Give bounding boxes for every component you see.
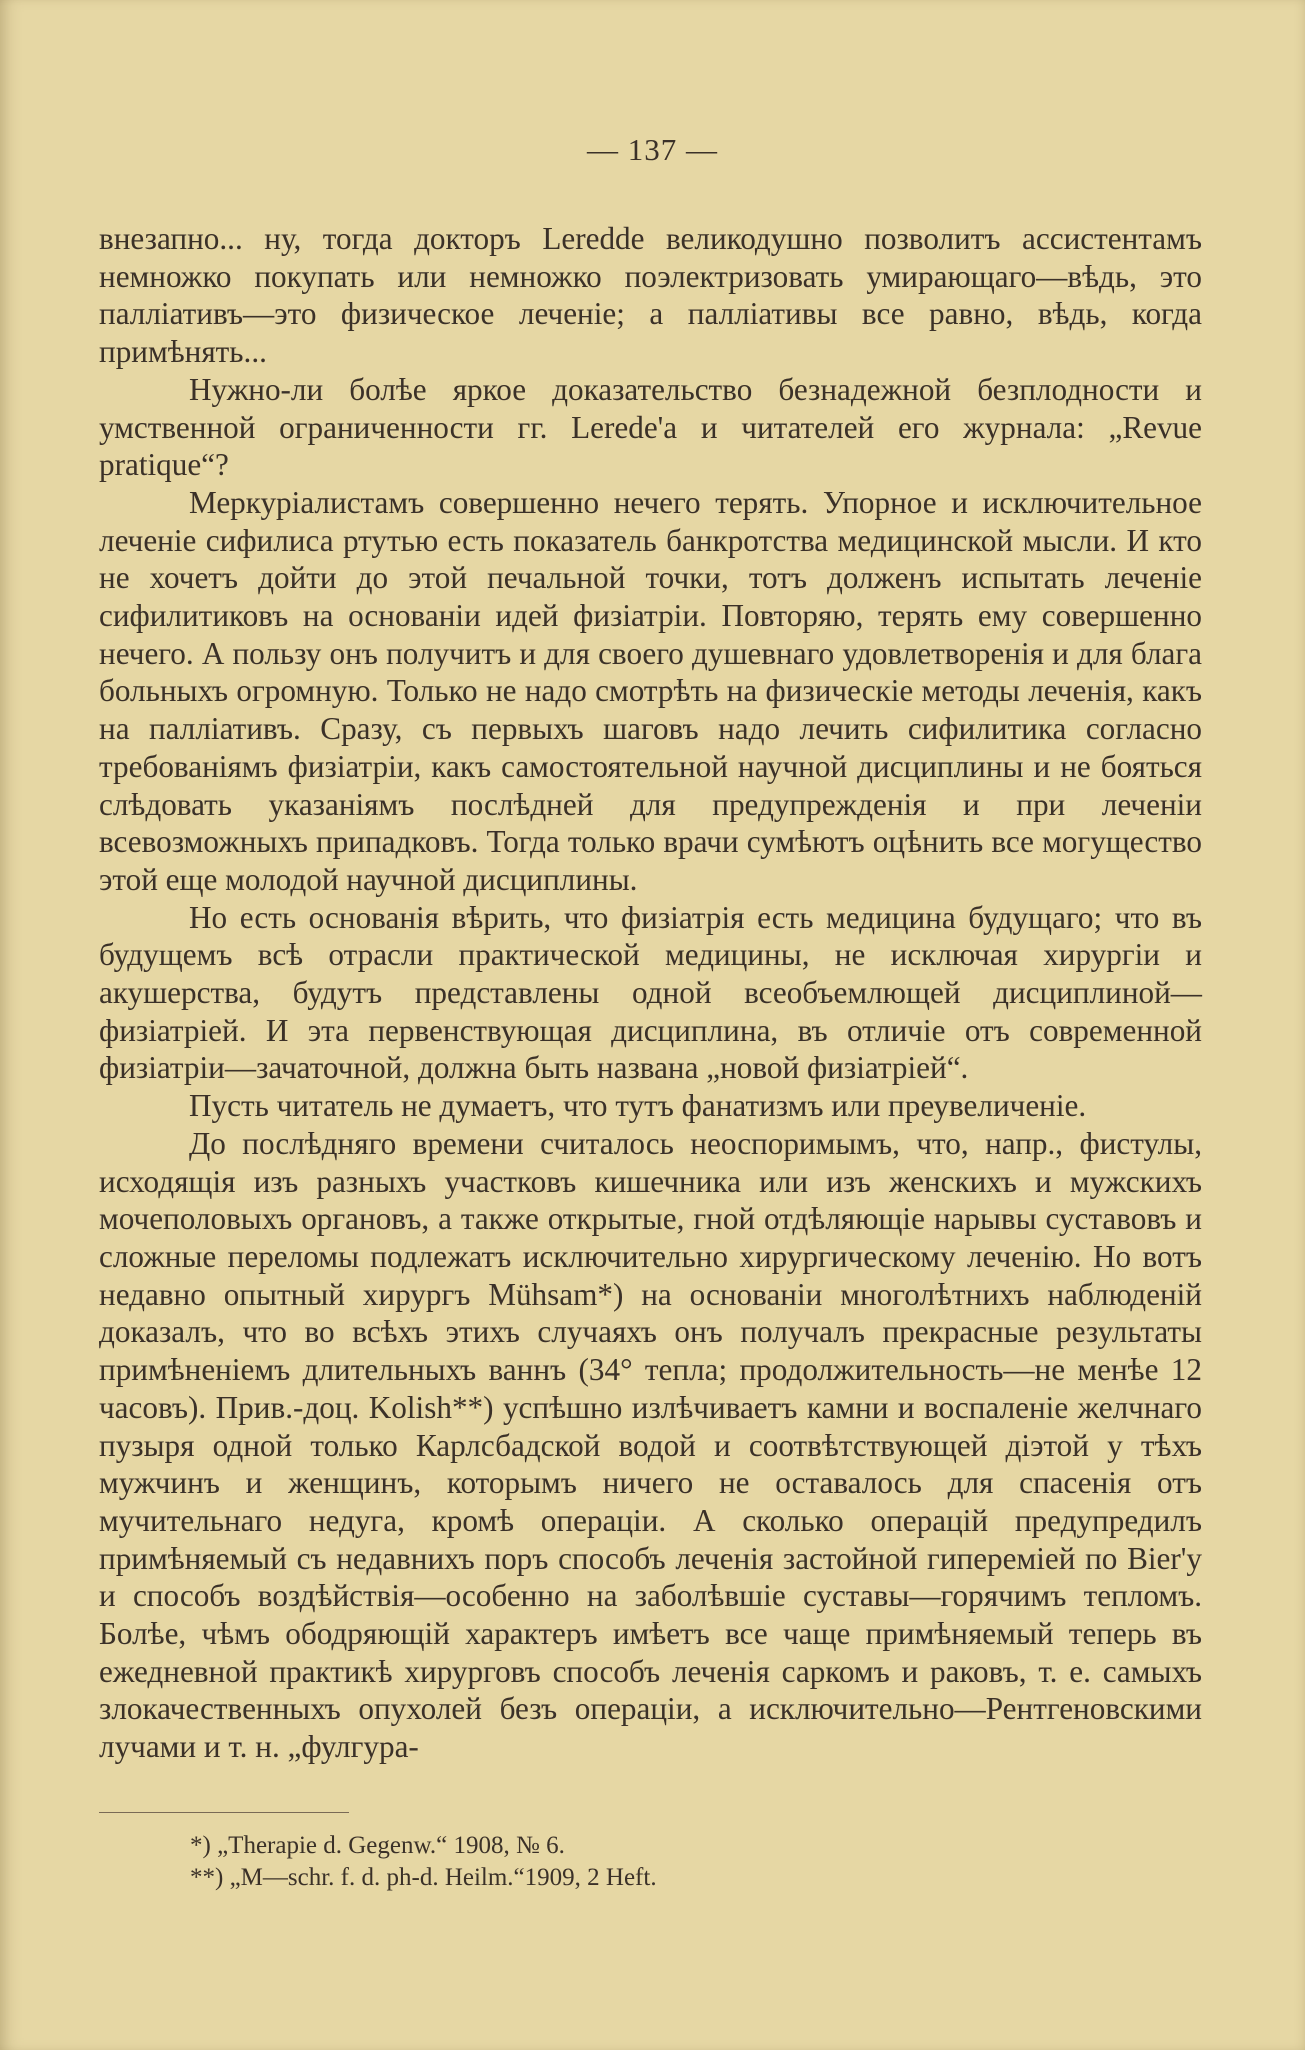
- paragraph: До послѣдняго времени считалось неоспоримымъ, что, напр., фистулы, исходящія изъ разныхъ участковъ кишечника или изъ женскихъ и мужскихъ мочеполовыхъ органовъ, а также открытые, гной отдѣляющіе нарывы суставовъ и сложные переломы подлежатъ исключительно хирургическому леченію. Но вотъ недавно опытный хирургъ Mühsam*) на основаніи многолѣтнихъ наблюденій доказалъ, что во всѣхъ этихъ случаяхъ онъ получалъ прекрасные результаты примѣненіемъ длительныхъ ваннъ (34° тепла; продолжительность—не менѣе 12 часовъ). Прив.-доц. Kolish**) успѣшно излѣчиваетъ камни и воспаленіе желчнаго пузыря одной только Карлсбадской водой и соотвѣтствующей діэтой у тѣхъ мужчинъ и женщинъ, которымъ ничего не оставалось для спасенія отъ мучительнаго недуга, кромѣ операціи. А сколько операцій предупредилъ примѣняемый съ недавнихъ поръ способъ леченія застойной гиперемiей по Bier'у и способъ воздѣйствія—особенно на заболѣвшіе суставы—горячимъ тепломъ. Болѣе, чѣмъ ободряющій характеръ имѣетъ все чаще примѣняемый теперь въ ежедневной практикѣ хирурговъ способъ леченія саркомъ и раковъ, т. е. самыхъ злокачественныхъ опухолей безъ операціи, а исключительно—Рентгеновскими лучами и т. н. „фулгура-: [99, 1125, 1202, 1765]
- footnotes: [190, 1830, 1090, 1894]
- footnote: *) „Therapie d. Gegenw.“ 1908, № 6.: [190, 1832, 565, 1859]
- footnote: **) „M—schr. f. d. ph-d. Heilm.“1909, 2 Heft.: [190, 1864, 657, 1891]
- page-number: — 137 —: [587, 132, 718, 167]
- footnote-divider: [99, 1812, 349, 1813]
- paragraph: Меркуріалистамъ совершенно нечего терять. Упорное и исключительное леченіе сифилиса ртутью есть показатель банкротства медицинской мысли. И кто не хочетъ дойти до этой печальной точки, тотъ долженъ испытать леченіе сифилитиковъ на основаніи идей физіатріи. Повторяю, терять ему совершенно нечего. А пользу онъ получитъ и для своего душевнаго удовлетворенія и для блага больныхъ огромную. Только не надо смотрѣть на физическіе методы леченія, какъ на палліативъ. Сразу, съ первыхъ шаговъ надо лечить сифилитика согласно требованіямъ физіатріи, какъ самостоятельной научной дисциплины и не бояться слѣдовать указаніямъ послѣдней для предупрежденія и при леченіи всевозможныхъ припадковъ. Тогда только врачи сумѣютъ оцѣнить все могущество этой еще молодой научной дисциплины.: [99, 484, 1202, 897]
- body-text: [99, 220, 1202, 1766]
- paragraph: Пусть читатель не думаетъ, что тутъ фанатизмъ или преувеличеніе.: [189, 1088, 1087, 1124]
- paragraph: внезапно... ну, тогда докторъ Leredde великодушно позволитъ ассистентамъ немножко покупать или немножко поэлектризовать умирающаго—вѣдь, это палліативъ—это физическое леченіе; а палліативы все равно, вѣдь, когда примѣнять...: [99, 221, 1202, 370]
- paragraph: Но есть основанія вѣрить, что физіатрія есть медицина будущаго; что въ будущемъ всѣ отрасли практической медицины, не исключая хирургіи и акушерства, будутъ представлены одной всеобъемлющей дисциплиной—физіатріей. И эта первенствующая дисциплина, въ отличіе отъ современной физіатріи—зачаточной, должна быть названа „новой физіатріей“.: [99, 899, 1202, 1086]
- paragraph: Нужно-ли болѣе яркое доказательство безнадежной безплодности и умственной ограниченности гг. Leredе'а и читателей его журнала: „Revue pratique“?: [99, 371, 1202, 483]
